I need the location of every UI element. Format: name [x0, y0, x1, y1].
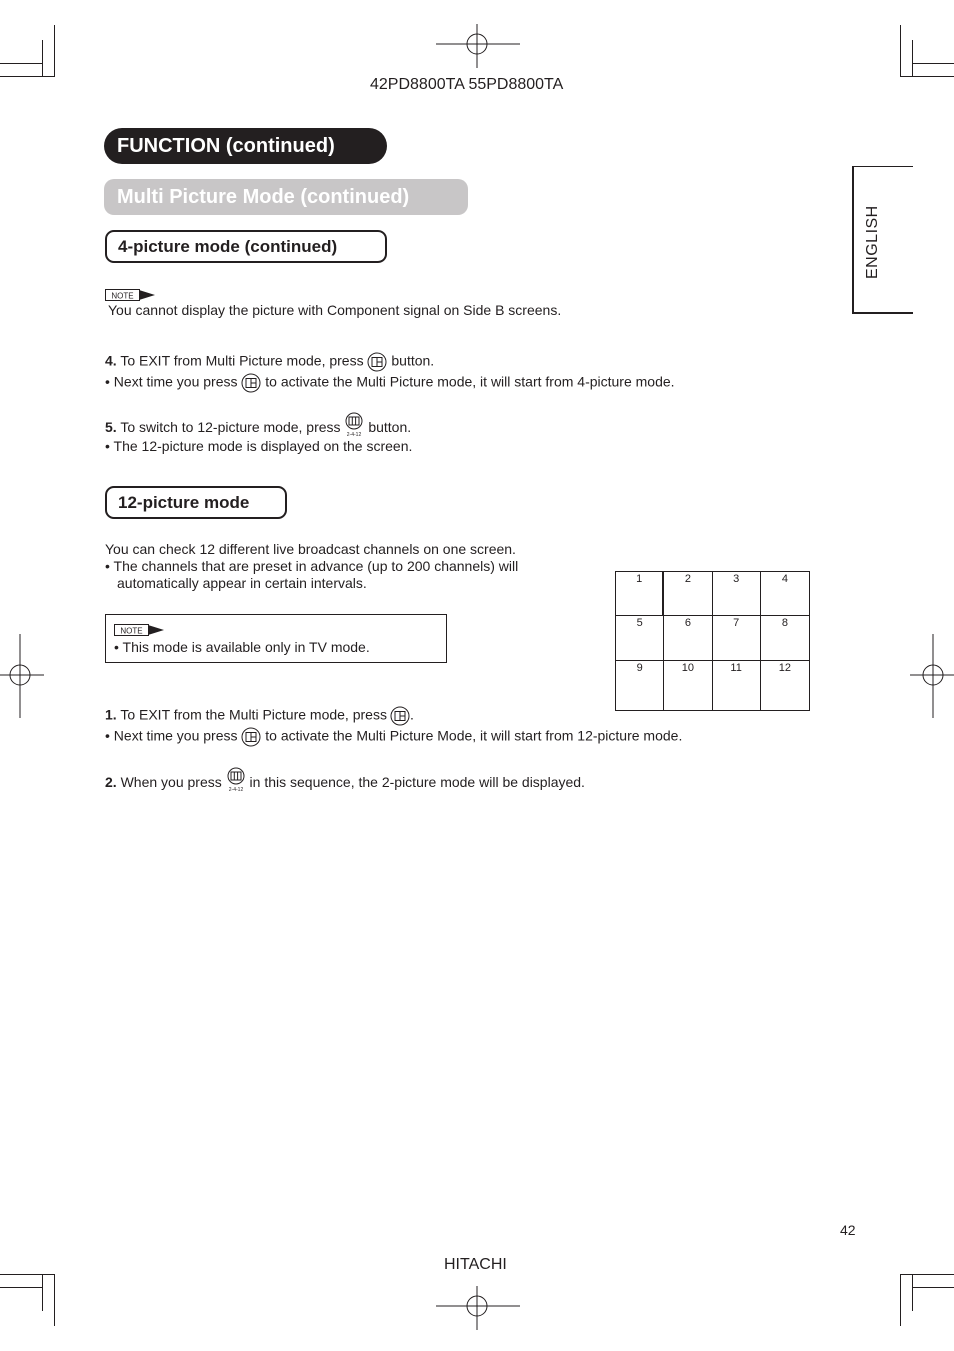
grid-cell: 12 [778, 662, 791, 674]
language-tab-label: ENGLISH [864, 205, 881, 279]
multi-picture-button-icon [367, 352, 387, 372]
note-box [105, 614, 447, 663]
registration-mark-left [0, 634, 44, 718]
step-4 [105, 352, 434, 372]
note-tag-label: NOTE [111, 291, 134, 301]
step-1-text-end: . [409, 706, 414, 723]
registration-mark-right [910, 634, 954, 718]
page-number: 42 [840, 1222, 856, 1238]
grid-cell: 3 [713, 572, 761, 616]
multi-picture-button-icon [241, 373, 261, 393]
step-4-text-end: button. [391, 352, 435, 369]
step-1-bullet-start: • Next time you press [105, 727, 238, 744]
step-2 [105, 767, 585, 793]
grid-cell: 11 [713, 661, 761, 710]
four-picture-heading: 4-picture mode (continued) [105, 230, 387, 263]
twelve-intro-line-2: • The channels that are preset in advance (up to 200 channels) will [105, 558, 519, 574]
model-numbers: 42PD8800TA 55PD8800TA [370, 76, 564, 93]
button-caption: 2-4-12 [347, 432, 362, 438]
step-4-bullet [105, 373, 675, 393]
step-2-text-end: in this sequence, the 2-picture mode will be displayed. [249, 774, 585, 790]
section-title: FUNCTION (continued) [104, 128, 387, 164]
registration-mark-bottom [436, 1286, 520, 1330]
note-tag-icon [105, 289, 157, 301]
grid-cell: 7 [713, 616, 761, 661]
grid-cell: 10 [664, 661, 712, 710]
step-1-bullet [105, 727, 682, 747]
step-1-text: To EXIT from the Multi Picture mode, press [120, 706, 387, 723]
grid-cell: 4 [761, 572, 809, 616]
step-5-bullet: • The 12-picture mode is displayed on the screen. [105, 438, 413, 454]
twelve-intro-line-1: You can check 12 different live broadcast channels on one screen. [105, 541, 516, 557]
grid-cell: 1 [616, 572, 664, 616]
step-5-text: To switch to 12-picture mode, press [120, 419, 341, 435]
note-box-text: • This mode is available only in TV mode. [114, 639, 370, 655]
step-1-bullet-end: to activate the Multi Picture Mode, it will start from 12-picture mode. [265, 727, 683, 744]
picture-mode-cycle-button-icon [226, 767, 246, 793]
step-4-text: To EXIT from Multi Picture mode, press [120, 352, 364, 369]
note-tag-icon [114, 624, 166, 636]
button-caption: 2-4-12 [228, 787, 243, 793]
picture-mode-cycle-button-icon [344, 412, 364, 438]
step-5-text-end: button. [368, 419, 412, 435]
multi-picture-button-icon [390, 706, 410, 726]
note-text: You cannot display the picture with Component signal on Side B screens. [108, 302, 562, 318]
twelve-picture-heading: 12-picture mode [105, 486, 287, 519]
step-2-text: When you press [120, 774, 222, 790]
grid-cell: 5 [616, 616, 664, 661]
multi-picture-button-icon [241, 727, 261, 747]
note-tag-label: NOTE [120, 626, 143, 636]
grid-cell: 8 [761, 616, 809, 661]
twelve-intro-line-3: automatically appear in certain intervals. [117, 575, 367, 591]
registration-mark-top [436, 24, 520, 68]
step-4-number: 4. [105, 352, 117, 369]
step-4-bullet-end: to activate the Multi Picture mode, it will start from 4-picture mode. [265, 373, 675, 390]
grid-cell: 6 [664, 616, 712, 661]
step-5 [105, 412, 411, 438]
grid-cell: 2 [664, 572, 712, 616]
step-2-number: 2. [105, 774, 117, 790]
step-1 [105, 706, 414, 726]
step-4-bullet-start: • Next time you press [105, 373, 238, 390]
section-subtitle: Multi Picture Mode (continued) [104, 179, 468, 215]
step-1-number: 1. [105, 706, 117, 723]
brand-name: HITACHI [444, 1256, 507, 1273]
grid-cell: 9 [616, 661, 664, 710]
twelve-picture-grid [615, 571, 810, 711]
language-tab [852, 166, 913, 314]
step-5-number: 5. [105, 419, 117, 435]
